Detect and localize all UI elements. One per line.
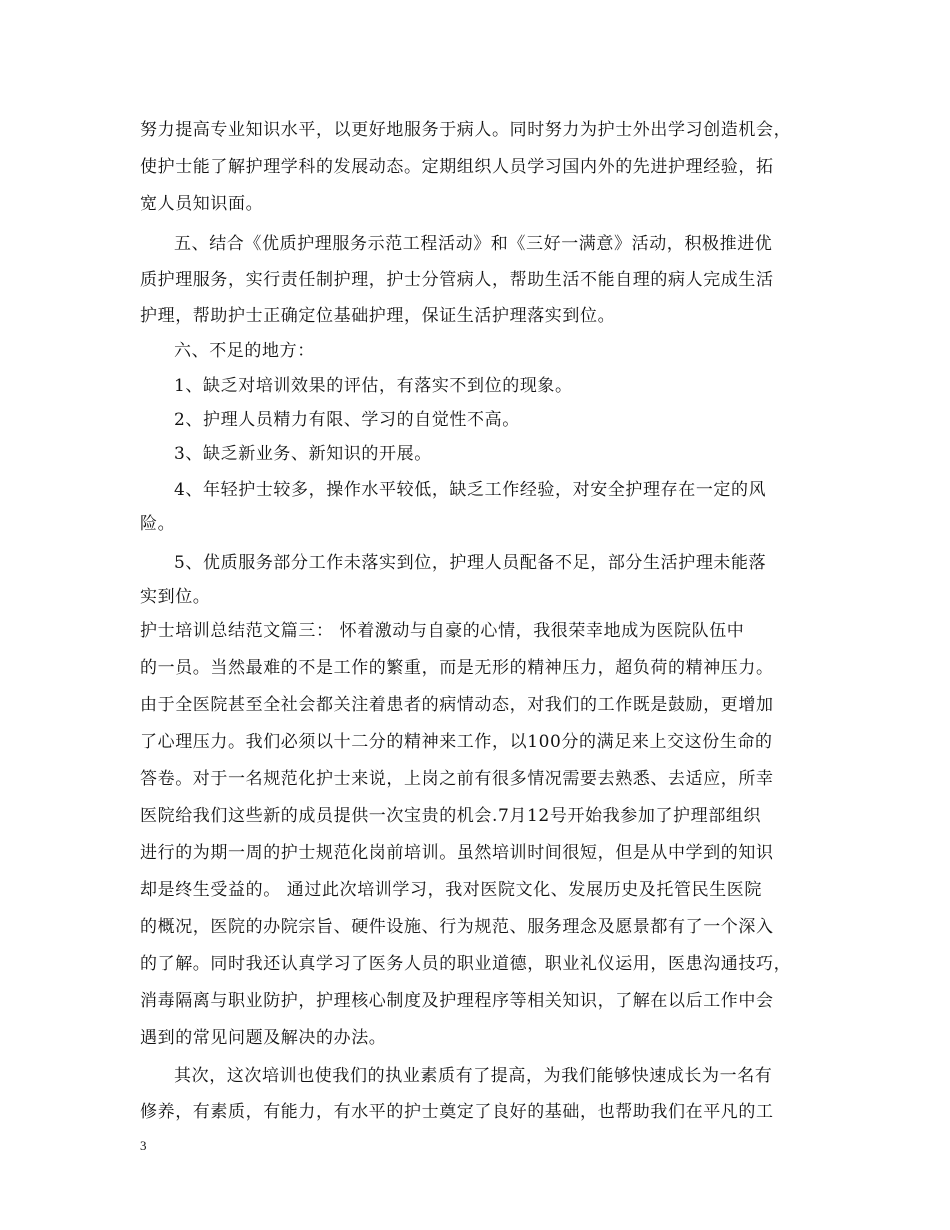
text-line: 答卷。对于一名规范化护士来说，上岗之前有很多情况需要去熟悉、去适应，所幸 <box>140 769 774 789</box>
list-item: 5、优质服务部分工作未落实到位，护理人员配备不足，部分生活护理未能落 <box>174 553 767 573</box>
text-line: 质护理服务，实行责任制护理，护士分管病人，帮助生活不能自理的病人完成生活 <box>140 270 774 290</box>
text-line: 遇到的常见问题及解决的办法。 <box>140 1028 387 1048</box>
text-line: 五、结合《优质护理服务示范工程活动》和《三好一满意》活动，积极推进优 <box>174 234 773 254</box>
text-line: 护士培训总结范文篇三： 怀着激动与自豪的心情，我很荣幸地成为医院队伍中 <box>140 621 745 641</box>
list-item-continuation: 险。 <box>140 514 176 534</box>
list-item: 4、年轻护士较多，操作水平较低，缺乏工作经验，对安全护理存在一定的风 <box>174 480 767 500</box>
text-line: 使护士能了解护理学科的发展动态。定期组织人员学习国内外的先进护理经验，拓 <box>140 157 774 177</box>
text-line: 进行的为期一周的护士规范化岗前培训。虽然培训时间很短，但是从中学到的知识 <box>140 843 774 863</box>
text-line: 护理，帮助护士正确定位基础护理，保证生活护理落实到位。 <box>140 306 616 326</box>
text-line: 的一员。当然最难的不是工作的繁重，而是无形的精神压力，超负荷的精神压力。 <box>140 658 774 678</box>
text-line: 了心理压力。我们必须以十二分的精神来工作，以100分的满足来上交这份生命的 <box>140 732 773 752</box>
text-line: 努力提高专业知识水平，以更好地服务于病人。同时努力为护士外出学习创造机会， <box>140 120 792 140</box>
text-line: 其次，这次培训也使我们的执业素质有了提高，为我们能够快速成长为一名有 <box>174 1066 773 1086</box>
list-item-continuation: 实到位。 <box>140 587 211 607</box>
text-line: 消毒隔离与职业防护，护理核心制度及护理程序等相关知识，了解在以后工作中会 <box>140 991 774 1011</box>
text-line: 却是终生受益的。 通过此次培训学习，我对医院文化、发展历史及托管民生医院 <box>140 880 763 900</box>
text-line: 的概况，医院的办院宗旨、硬件设施、行为规范、服务理念及愿景都有了一个深入 <box>140 917 774 937</box>
text-line: 修养，有素质，有能力，有水平的护士奠定了良好的基础，也帮助我们在平凡的工 <box>140 1102 774 1122</box>
section-heading: 六、不足的地方： <box>174 341 315 361</box>
text-line: 由于全医院甚至全社会都关注着患者的病情动态，对我们的工作既是鼓励，更增加 <box>140 695 774 715</box>
list-item: 3、缺乏新业务、新知识的开展。 <box>174 444 432 464</box>
list-item: 2、护理人员精力有限、学习的自觉性不高。 <box>174 410 520 430</box>
text-line: 的了解。同时我还认真学习了医务人员的职业道德，职业礼仪运用，医患沟通技巧， <box>140 954 792 974</box>
text-line: 宽人员知识面。 <box>140 194 264 214</box>
list-item: 1、缺乏对培训效果的评估，有落实不到位的现象。 <box>174 376 573 396</box>
text-line: 医院给我们这些新的成员提供一次宝贵的机会.7月12号开始我参加了护理部组织 <box>140 806 762 826</box>
page-number: 3 <box>140 1138 147 1153</box>
